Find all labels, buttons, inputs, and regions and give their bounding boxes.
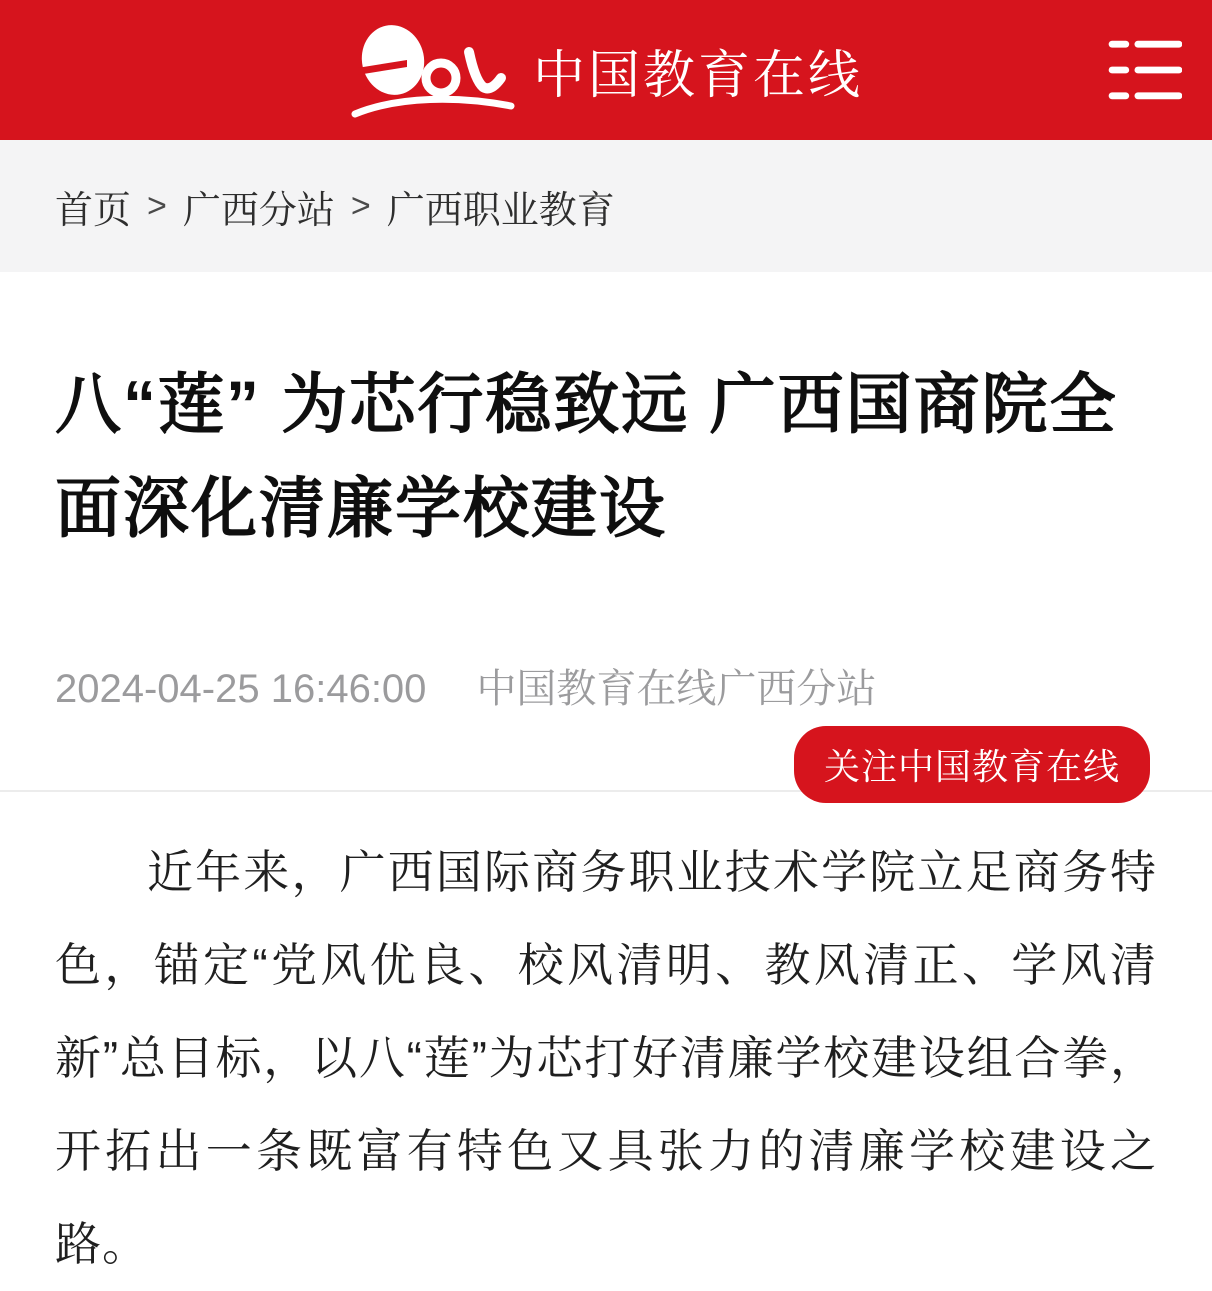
breadcrumb-separator: >	[147, 186, 167, 225]
eol-logo-icon	[349, 18, 517, 122]
article-page	[0, 352, 1212, 1291]
site-title: 中国教育在线	[532, 46, 863, 105]
menu-button[interactable]	[1102, 28, 1186, 112]
follow-button[interactable]: 关注中国教育在线	[794, 726, 1150, 803]
breadcrumb-item-guangxi-vocational[interactable]: 广西职业教育	[386, 189, 615, 232]
article-title: 八“莲” 为芯行稳致远 广西国商院全面深化清廉学校建设	[55, 367, 1118, 546]
app-header	[0, 0, 1212, 140]
article-meta	[55, 657, 1157, 714]
brand-group[interactable]	[349, 18, 863, 122]
list-menu-icon	[1106, 35, 1182, 105]
article-body	[55, 826, 1157, 1291]
breadcrumb-separator: >	[350, 186, 371, 225]
publish-time: 2024-04-25 16:46:00	[55, 666, 427, 711]
breadcrumb	[0, 140, 1212, 272]
breadcrumb-item-home[interactable]: 首页	[55, 189, 132, 232]
article-paragraph: 近年来，广西国际商务职业技术学院立足商务特色，锚定“党风优良、校风清明、教风清正、学风清新”总目标，以八“莲”为芯打好清廉学校建设组合拳，开拓出一条既富有特色又具张力的清廉学校建设之路。	[55, 845, 1157, 1270]
follow-row	[55, 726, 1157, 804]
breadcrumb-item-guangxi-branch[interactable]: 广西分站	[182, 189, 335, 232]
article-source: 中国教育在线广西分站	[476, 666, 877, 711]
